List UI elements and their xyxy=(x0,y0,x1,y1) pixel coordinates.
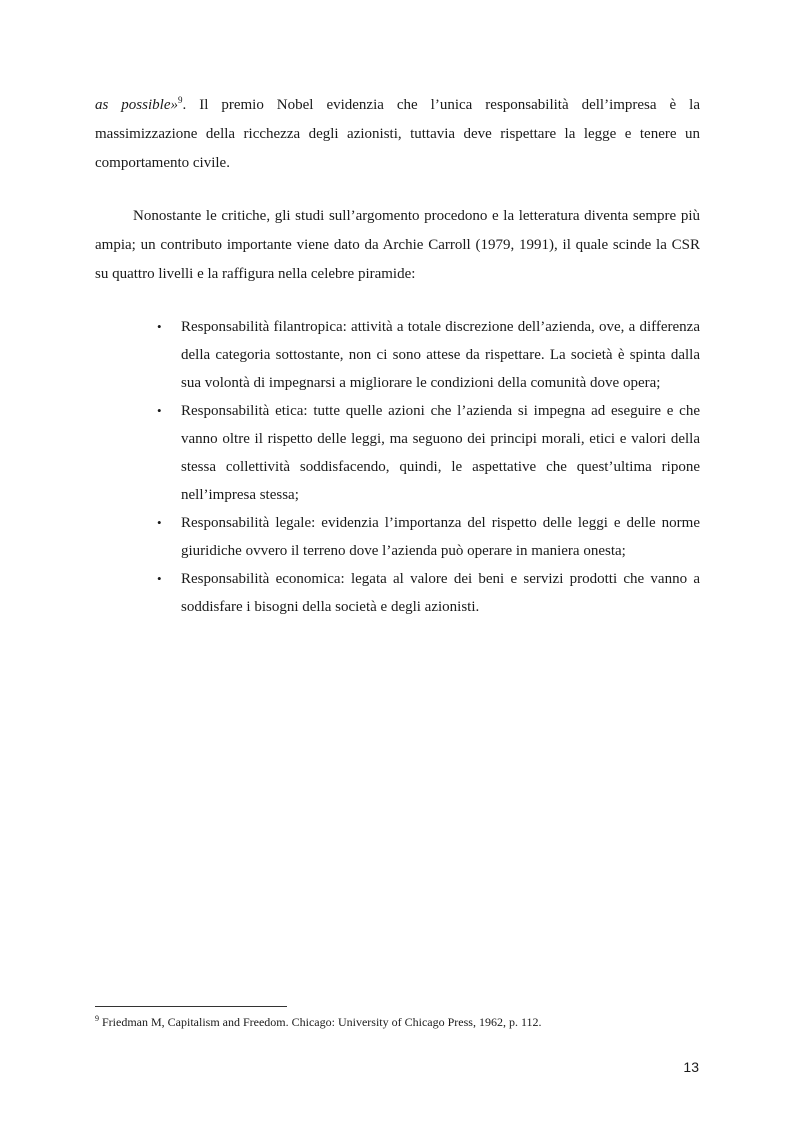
list-item-text: Responsabilità legale: evidenzia l’importanza del rispetto delle leggi e delle norme giuridiche ovvero il terreno dove l’azienda può operare in maniera onesta; xyxy=(181,515,700,559)
paragraph-friedman-conclusion xyxy=(95,91,700,178)
bullet-icon: • xyxy=(157,319,162,334)
bullet-icon: • xyxy=(157,403,162,418)
paragraph1-text: . Il premio Nobel evidenzia che l’unica responsabilità dell’impresa è la massimizzazione della ricchezza degli azionisti, tuttavia deve rispettare la legge e tenere un comportamento civile. xyxy=(95,97,700,171)
list-item-text: Responsabilità economica: legata al valore dei beni e servizi prodotti che vanno a soddisfare i bisogni della società e degli azionisti. xyxy=(181,571,700,615)
csr-levels-list xyxy=(157,313,700,621)
list-item-ethical xyxy=(157,397,700,509)
list-item-text: Responsabilità etica: tutte quelle azioni che l’azienda si impegna ad eseguire e che vanno oltre il rispetto delle leggi, ma seguono dei principi morali, etici e valori della stessa collettività soddisfacendo, quindi, le aspettative che quest’ultima ripone nell’impresa stessa; xyxy=(181,403,700,503)
list-item-legal xyxy=(157,509,700,565)
footnote-number: 9 xyxy=(95,1014,99,1023)
list-item-economic xyxy=(157,565,700,621)
paragraph-carroll-intro: Nonostante le critiche, gli studi sull’argomento procedono e la letteratura diventa sempre più ampia; un contributo importante viene dato da Archie Carroll (1979, 1991), il quale scinde la CSR su quattro livelli e la raffigura nella celebre piramide: xyxy=(95,208,700,282)
list-item-text: Responsabilità filantropica: attività a totale discrezione dell’azienda, ove, a differenza della categoria sottostante, non ci sono attese da rispettare. La società è spinta dalla sua volontà di impegnarsi a migliorare le condizioni della comunità dove opera; xyxy=(181,319,700,391)
footnote xyxy=(95,1012,700,1032)
list-item-philanthropic xyxy=(157,313,700,397)
page-number: 13 xyxy=(683,1059,699,1075)
footnote-separator xyxy=(95,1006,287,1007)
bullet-icon: • xyxy=(157,515,162,530)
bullet-icon: • xyxy=(157,571,162,586)
footnote-text: Friedman M, Capitalism and Freedom. Chicago: University of Chicago Press, 1962, p. 112. xyxy=(102,1015,542,1029)
italic-quote-end: as possible» xyxy=(95,97,178,113)
footnote-reference[interactable]: 9 xyxy=(177,95,183,105)
